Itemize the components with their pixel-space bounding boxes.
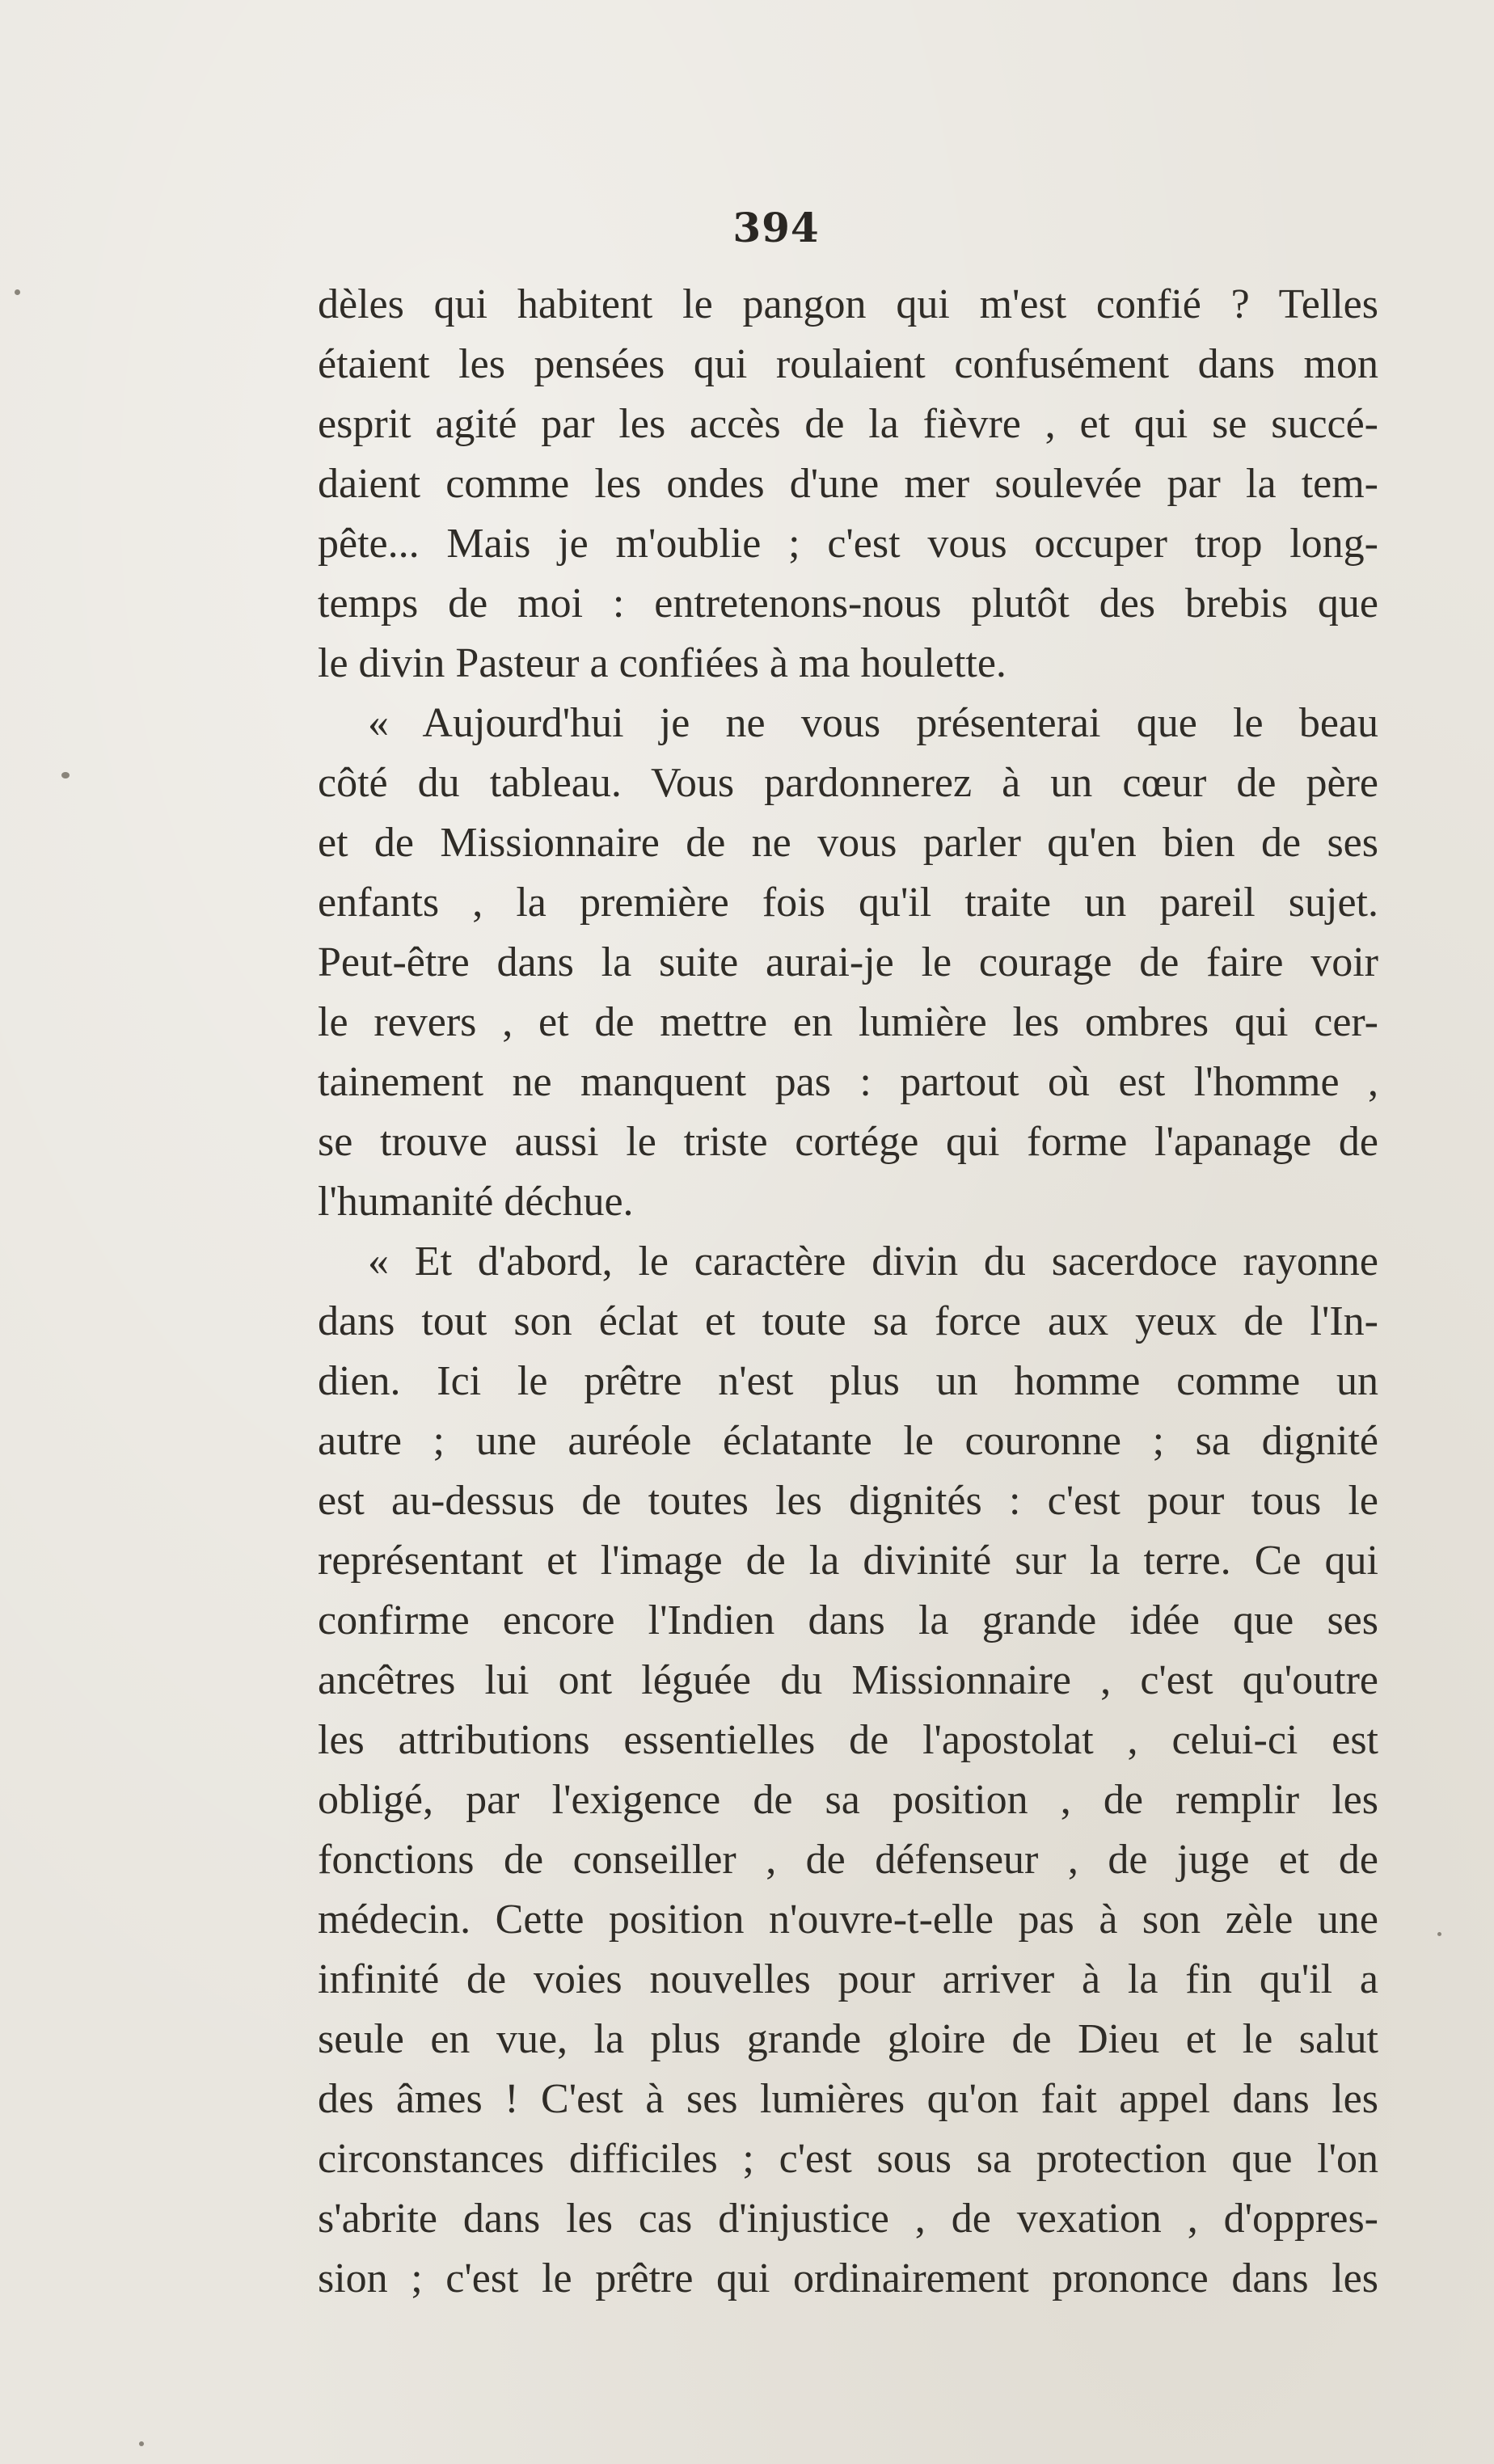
- body-text: [318, 275, 1378, 2309]
- text-line: seule en vue, la plus grande gloire de Dieu et le salut: [318, 2016, 1378, 2062]
- text-line: les attributions essentielles de l'apostolat , celui-ci est: [318, 1717, 1378, 1763]
- paper-speck: [1437, 1932, 1441, 1936]
- text-line: et de Missionnaire de ne vous parler qu'en bien de ses: [318, 820, 1378, 866]
- text-line: temps de moi : entretenons-nous plutôt des brebis que: [318, 580, 1378, 627]
- text-line: côté du tableau. Vous pardonnerez à un cœur de père: [318, 760, 1378, 806]
- text-line: enfants , la première fois qu'il traite un pareil sujet.: [318, 880, 1378, 926]
- text-line: daient comme les ondes d'une mer soulevée par la tem-: [318, 461, 1378, 507]
- text-line: l'humanité déchue.: [318, 1179, 634, 1225]
- text-line: dèles qui habitent le pangon qui m'est confié ? Telles: [318, 281, 1378, 327]
- text-line: est au-dessus de toutes les dignités : c'est pour tous le: [318, 1478, 1378, 1524]
- text-line: des âmes ! C'est à ses lumières qu'on fait appel dans les: [318, 2076, 1378, 2122]
- paper-speck: [139, 2441, 144, 2446]
- paper-speck: [15, 289, 20, 295]
- text-line: s'abrite dans les cas d'injustice , de vexation , d'oppres-: [318, 2196, 1378, 2242]
- text-line: le revers , et de mettre en lumière les ombres qui cer-: [318, 999, 1378, 1045]
- text-line: dien. Ici le prêtre n'est plus un homme comme un: [318, 1358, 1378, 1404]
- text-line: se trouve aussi le triste cortége qui forme l'apanage de: [318, 1119, 1378, 1165]
- text-line: confirme encore l'Indien dans la grande idée que ses: [318, 1597, 1378, 1643]
- text-line: Peut-être dans la suite aurai-je le courage de faire voir: [318, 939, 1378, 985]
- text-line: le divin Pasteur a confiées à ma houlette.: [318, 640, 1007, 686]
- text-line: obligé, par l'exigence de sa position , de remplir les: [318, 1777, 1378, 1823]
- paragraph-start-line: « Aujourd'hui je ne vous présenterai que le beau: [368, 700, 1378, 746]
- text-line: représentant et l'image de la divinité sur la terre. Ce qui: [318, 1538, 1378, 1584]
- paper-speck: [61, 772, 70, 778]
- text-line: ancêtres lui ont léguée du Missionnaire , c'est qu'outre: [318, 1657, 1378, 1703]
- text-line: étaient les pensées qui roulaient confusément dans mon: [318, 341, 1378, 387]
- text-line: autre ; une auréole éclatante le couronne ; sa dignité: [318, 1418, 1378, 1464]
- page-number: 394: [732, 204, 820, 251]
- text-line: dans tout son éclat et toute sa force aux yeux de l'In-: [318, 1298, 1378, 1344]
- text-line: fonctions de conseiller , de défenseur , de juge et de: [318, 1837, 1378, 1883]
- text-line: pête... Mais je m'oublie ; c'est vous occuper trop long-: [318, 521, 1378, 567]
- text-line: esprit agité par les accès de la fièvre , et qui se succé-: [318, 401, 1378, 447]
- paragraph-start-line: « Et d'abord, le caractère divin du sacerdoce rayonne: [368, 1238, 1378, 1285]
- text-line: circonstances difficiles ; c'est sous sa protection que l'on: [318, 2136, 1378, 2182]
- text-line: médecin. Cette position n'ouvre-t-elle pas à son zèle une: [318, 1897, 1378, 1943]
- text-line: tainement ne manquent pas : partout où est l'homme ,: [318, 1059, 1378, 1105]
- text-line: sion ; c'est le prêtre qui ordinairement prononce dans les: [318, 2255, 1378, 2302]
- text-line: infinité de voies nouvelles pour arriver à la fin qu'il a: [318, 1956, 1378, 2002]
